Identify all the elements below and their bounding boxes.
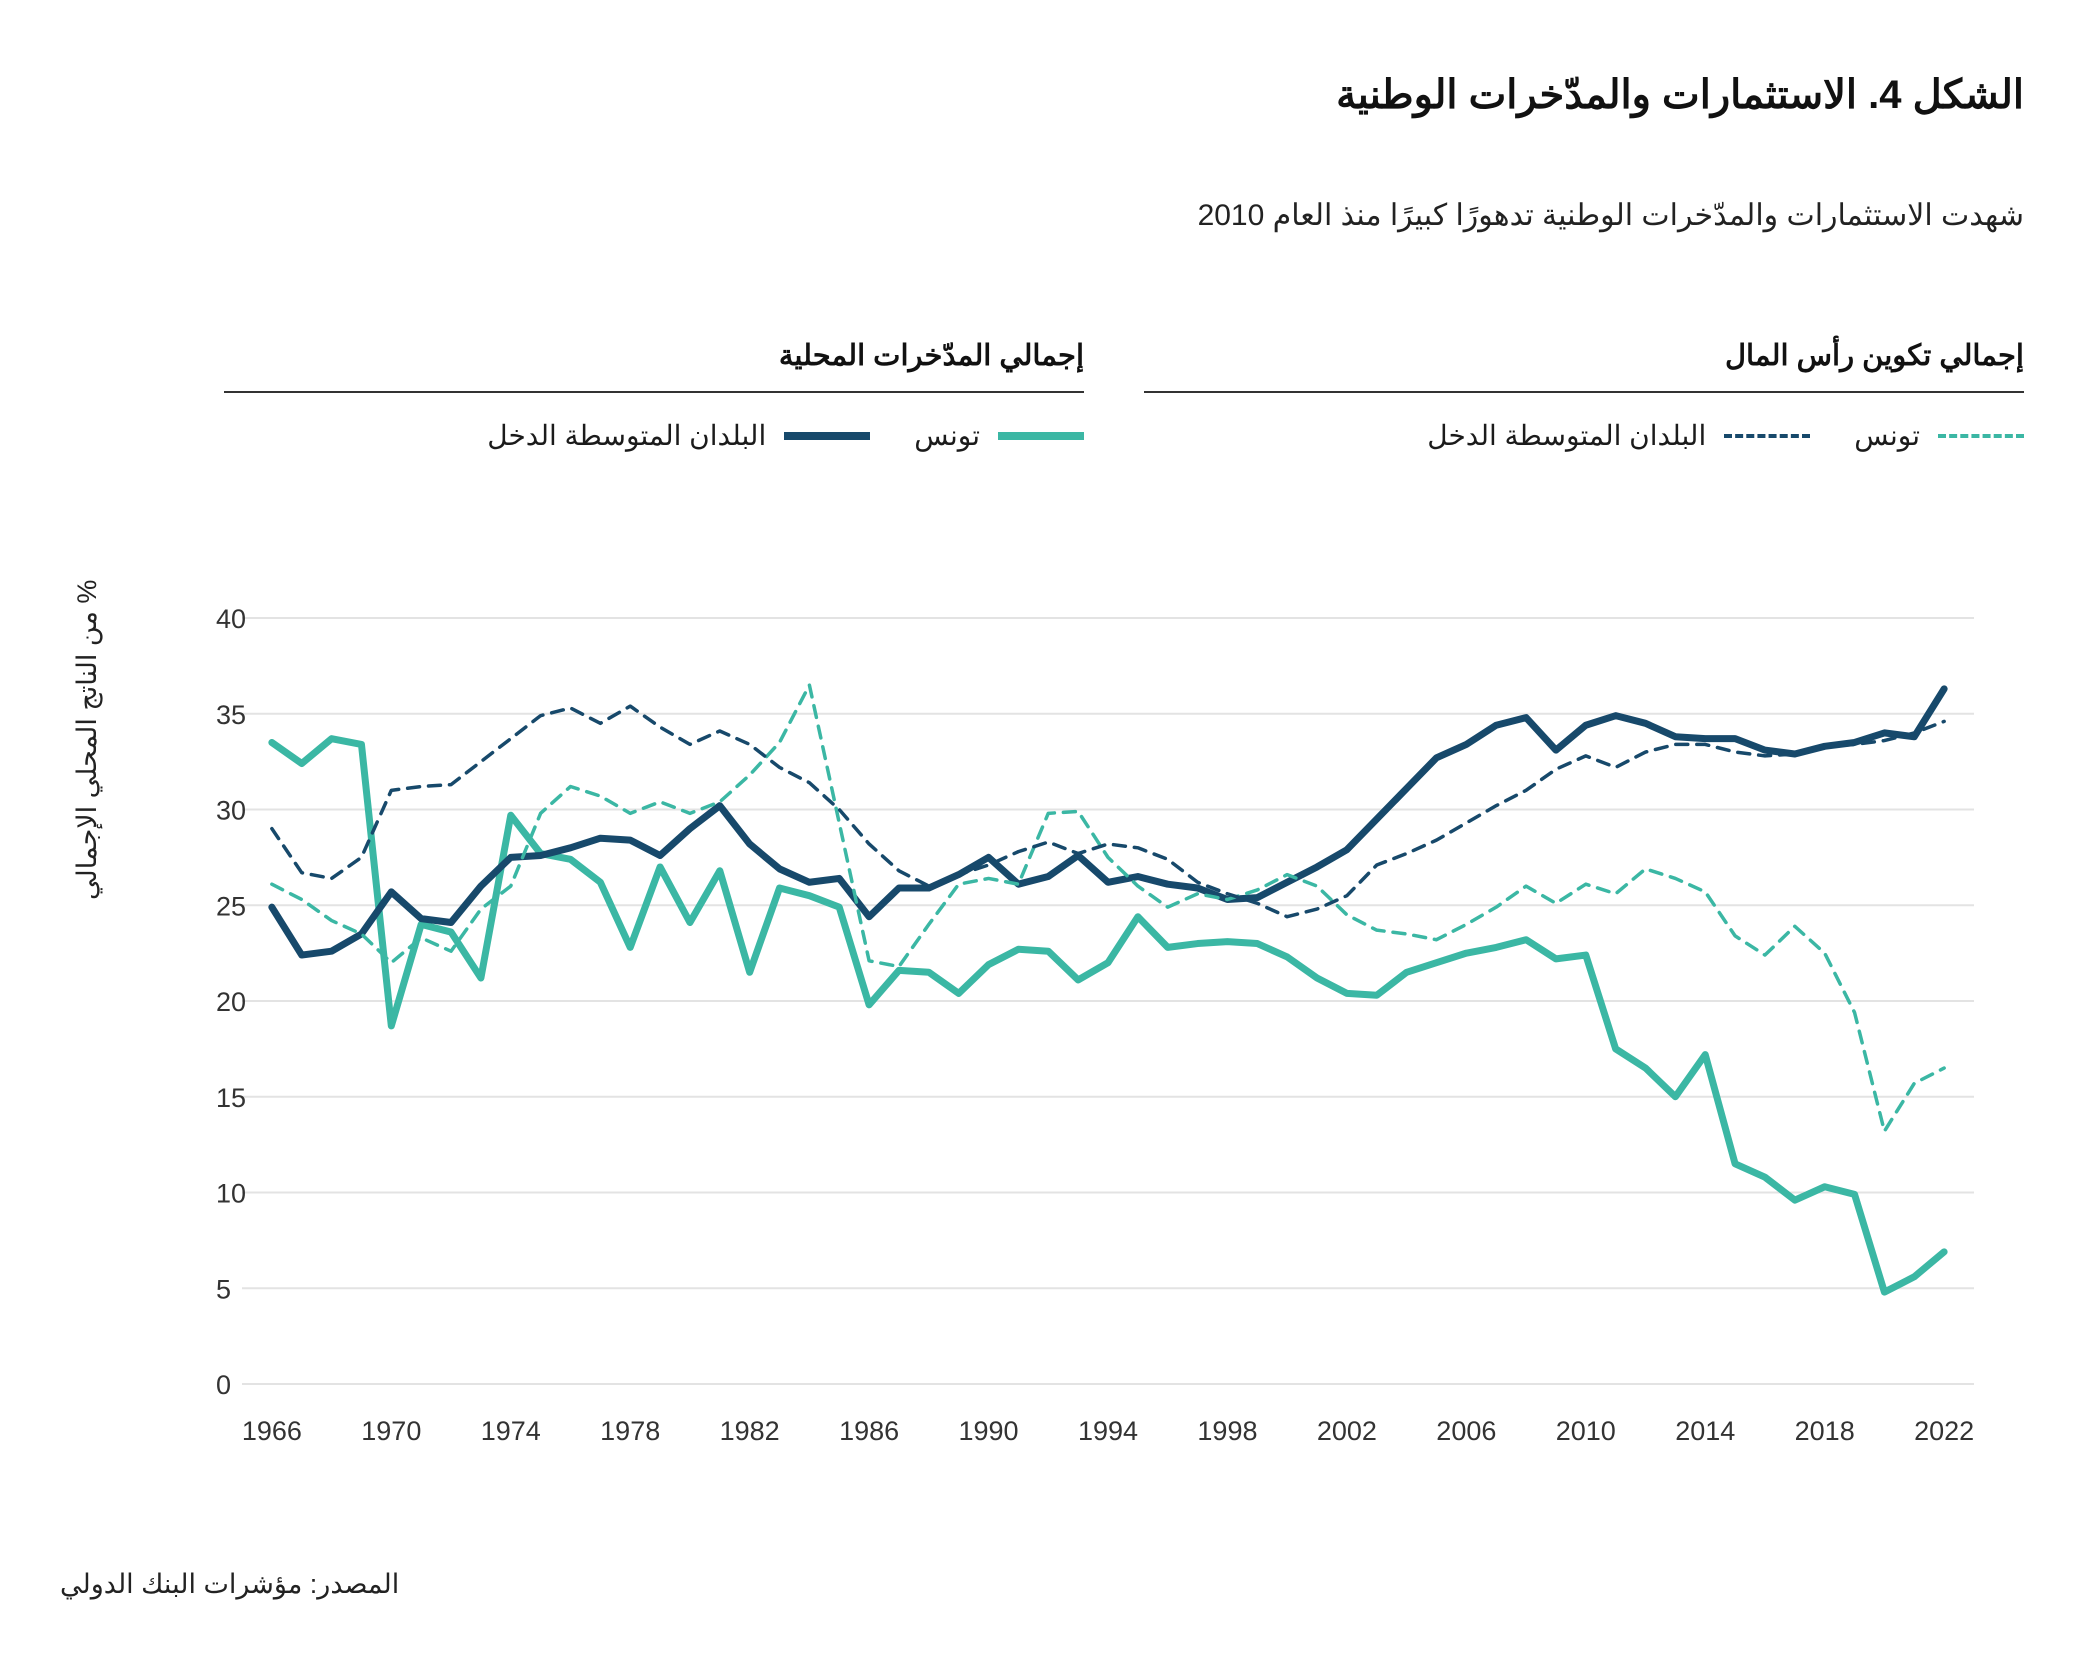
y-tick-label: 15 [216,1082,247,1113]
page-title: الشكل 4. الاستثمارات والمدّخرات الوطنية [1336,73,2024,117]
legend-item-capital-middle-income [1427,419,1810,452]
y-tick-label: 0 [216,1370,232,1400]
x-tick-label: 2018 [1794,1416,1855,1446]
chart-plot-area [60,579,2024,1480]
legend-swatch-capital-middle-income [1724,434,1810,438]
y-tick-label: 5 [216,1274,232,1305]
legend-capital-divider [1144,391,2024,393]
legend-capital-heading: إجمالي تكوين رأس المال [1724,340,2024,372]
legend-domestic-savings [224,338,1084,452]
x-tick-label: 1986 [839,1416,900,1446]
y-tick-label: 35 [216,699,247,730]
legend-savings-heading: إجمالي المدّخرات المحلية [778,340,1084,372]
y-tick-label: 25 [216,891,247,922]
x-tick-label: 1998 [1197,1416,1258,1446]
y-tick-label: 20 [216,987,247,1017]
legend-swatch-savings-tunisia [998,432,1084,440]
y-tick-label: 10 [216,1178,247,1209]
legend-swatch-capital-tunisia [1938,434,2024,438]
x-tick-label: 2002 [1316,1416,1377,1446]
x-tick-label: 1966 [241,1416,302,1446]
source-note: المصدر: مؤشرات البنك الدولي [60,1569,400,1599]
x-tick-label: 2014 [1675,1416,1736,1446]
x-tick-label: 2010 [1555,1416,1616,1446]
legend-swatch-savings-middle-income [784,432,870,440]
legend-label-capital-middle-income: البلدان المتوسطة الدخل [1427,420,1707,451]
figure-subtitle: شهدت الاستثمارات والمدّخرات الوطنية تدهورًا كبيرًا منذ العام 2010 [1197,199,2024,232]
series-line-1 [272,739,1944,1292]
legend-capital-formation [1144,338,2024,452]
legend-label-capital-tunisia: تونس [1854,420,1920,451]
legend-label-savings-tunisia: تونس [914,420,980,451]
x-tick-label: 2006 [1436,1416,1497,1446]
x-tick-label: 1970 [361,1416,422,1446]
y-tick-label: 40 [216,604,247,634]
x-tick-label: 1990 [958,1416,1019,1446]
legend-item-savings-middle-income [487,419,870,452]
series-line-3 [272,685,1944,1131]
legend-label-savings-middle-income: البلدان المتوسطة الدخل [487,420,767,451]
line-chart [60,600,2024,1480]
x-tick-label: 1994 [1077,1416,1139,1446]
x-tick-label: 2022 [1914,1416,1975,1446]
legend-savings-divider [224,391,1084,393]
y-axis-title: % من الناتج المحلي الإجمالي [72,579,102,900]
x-tick-label: 1978 [600,1416,661,1446]
legend-item-savings-tunisia [914,419,1084,452]
legend-item-capital-tunisia [1854,419,2024,452]
x-tick-label: 1982 [719,1416,780,1446]
y-tick-label: 30 [216,795,247,826]
x-tick-label: 1974 [480,1416,541,1446]
